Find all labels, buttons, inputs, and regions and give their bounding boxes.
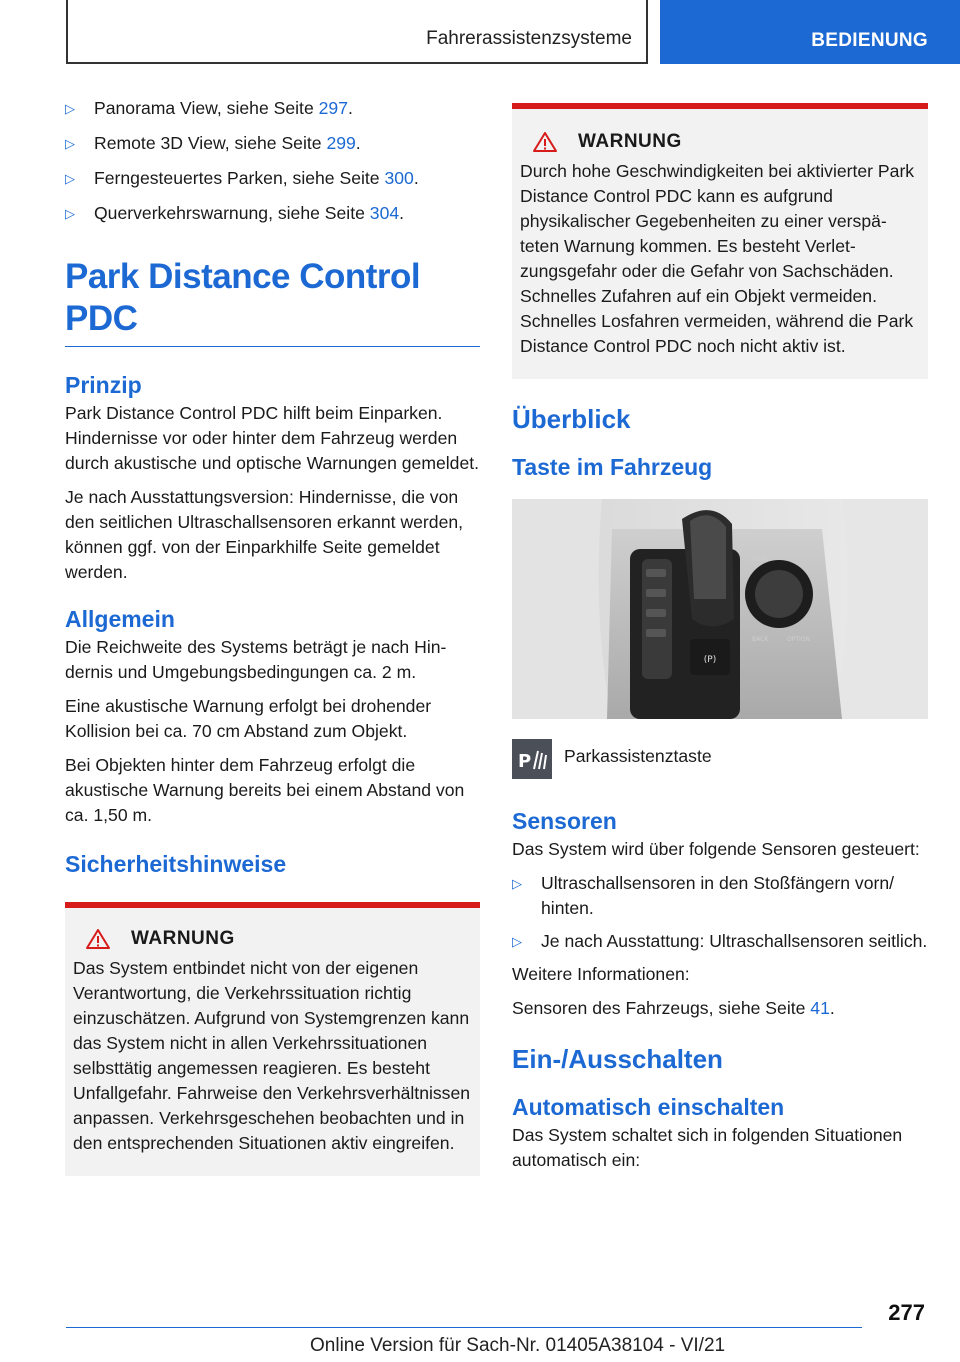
page-link[interactable]: 297 (318, 98, 348, 118)
option-label: OPTION (787, 636, 810, 643)
list-item: ▷ Remote 3D View, siehe Seite 299. (65, 131, 480, 156)
paragraph: Park Distance Control PDC hilft beim Einparken. Hindernisse vor oder hinter dem Fahrzeug werden durch akustische und optische Warnungen gemeldet. (65, 403, 480, 473)
page-link[interactable]: 300 (384, 168, 414, 188)
page-link[interactable]: 41 (810, 998, 830, 1018)
center-console-image (512, 499, 928, 719)
heading-prinzip: Prinzip (65, 372, 142, 398)
svg-text:(P): (P) (703, 655, 717, 665)
paragraph: Bei Objekten hinter dem Fahrzeug erfolgt die akustische Warnung bereits bei einem Abstand von ca. 1,50 m. (65, 755, 465, 825)
paragraph: Sensoren des Fahrzeugs, siehe Seite 41. (512, 998, 835, 1018)
footer-text: Online Version für Sach-Nr. 01405A38104 - VI/21 (310, 1335, 726, 1356)
left-column (65, 96, 480, 1176)
list-item: ▷ Je nach Ausstattung: Ultraschallsensoren seitlich. (512, 929, 928, 954)
paragraph: Weitere Informationen: (512, 964, 690, 984)
list-item: ▷ Panorama View, siehe Seite 297. (65, 96, 480, 121)
warning-box (65, 902, 480, 1176)
menu-label: MENU (752, 556, 770, 563)
warning-triangle-icon (532, 131, 558, 153)
warning-text: Durch hohe Geschwindigkeiten bei aktivierter Park Distance Control PDC kann es aufgrund physikalischer Gegebenheiten zu einer verspäteten Warnung kommen. Es besteht Verletzungsgefahr oder die Gefahr von Sachschäden. Schnelles Zufahren auf ein Objekt vermeiden. Schnelles Losfahren vermeiden, während die Park Distance Control PDC noch nicht aktiv ist. (520, 161, 915, 356)
warning-title: WARNUNG (131, 928, 235, 949)
footer-divider (66, 1327, 862, 1328)
page-link[interactable]: 304 (369, 203, 400, 223)
heading-automatisch-einschalten: Automatisch einschalten (512, 1094, 785, 1120)
triangle-bullet-icon: ▷ (65, 101, 75, 116)
right-column (512, 103, 928, 1182)
triangle-bullet-icon: ▷ (512, 876, 522, 891)
sensor-list (512, 871, 928, 954)
triangle-bullet-icon: ▷ (65, 171, 75, 186)
warning-title: WARNUNG (578, 131, 682, 152)
page-link[interactable]: 299 (326, 133, 356, 153)
park-assist-icon (512, 739, 552, 779)
cross-reference-list (65, 96, 480, 226)
paragraph: Je nach Ausstattungsversion: Hindernisse, die von den seitlichen Ultraschallsensoren erkannt werden, können ggf. von der Einparkhilfe Seite gemeldet werden. (65, 487, 464, 582)
heading-allgemein: Allgemein (65, 606, 175, 632)
back-label: BACK (752, 636, 769, 643)
paragraph: Das System wird über folgende Sensoren gesteuert: (512, 839, 920, 859)
svg-text:P: P (518, 751, 532, 772)
triangle-bullet-icon: ▷ (65, 136, 75, 151)
triangle-bullet-icon: ▷ (512, 934, 522, 949)
warning-header (532, 131, 920, 153)
heading-ein-ausschalten: Ein-/Ausschalten (512, 1044, 723, 1074)
legend-label: Parkassistenztaste (564, 746, 712, 766)
header-chapter-tab[interactable]: BEDIENUNG (660, 0, 960, 64)
warning-header (85, 928, 472, 950)
warning-triangle-icon (85, 928, 111, 950)
heading-ueberblick: Überblick (512, 404, 631, 434)
page-number: 277 (888, 1300, 925, 1325)
paragraph: Die Reichweite des Systems beträgt je nach Hindernis und Umgebungsbedingungen ca. 2 m. (65, 637, 447, 682)
legend-row (512, 739, 928, 779)
list-item: ▷ Querverkehrswarnung, siehe Seite 304. (65, 201, 480, 226)
list-item: ▷ Ultraschallsensoren in den Stoßfängern vorn/ hinten. (512, 873, 895, 918)
center-console-photo (512, 499, 928, 719)
warning-box (512, 103, 928, 379)
triangle-bullet-icon: ▷ (65, 206, 75, 221)
list-item: ▷ Ferngesteuertes Parken, siehe Seite 300. (65, 166, 480, 191)
header-section-title: Fahrerassistenzsysteme (66, 0, 648, 64)
warning-text: Das System entbindet nicht von der eigenen Verantwortung, die Verkehrssituation richtig einzuschätzen. Aufgrund von Systemgrenzen kann das System nicht in allen Verkehrssituationen selbsttätig angemessen reagieren. Es besteht Unfallgefahr. Fahrweise den Verkehrsverhältnissen anpassen. Verkehrsgeschehen beobachten und in den entsprechenden Situationen aktiv eingreifen. (73, 958, 471, 1153)
paragraph: Das System schaltet sich in folgenden Situationen automatisch ein: (512, 1125, 903, 1170)
heading-sicherheitshinweise: Sicherheitshinweise (65, 851, 287, 877)
page-title: Park Distance Control PDC (65, 256, 480, 347)
heading-taste: Taste im Fahrzeug (512, 454, 713, 480)
paragraph: Eine akustische Warnung erfolgt bei drohender Kollision bei ca. 70 cm Abstand zum Objekt. (65, 696, 432, 741)
heading-sensoren: Sensoren (512, 808, 617, 834)
